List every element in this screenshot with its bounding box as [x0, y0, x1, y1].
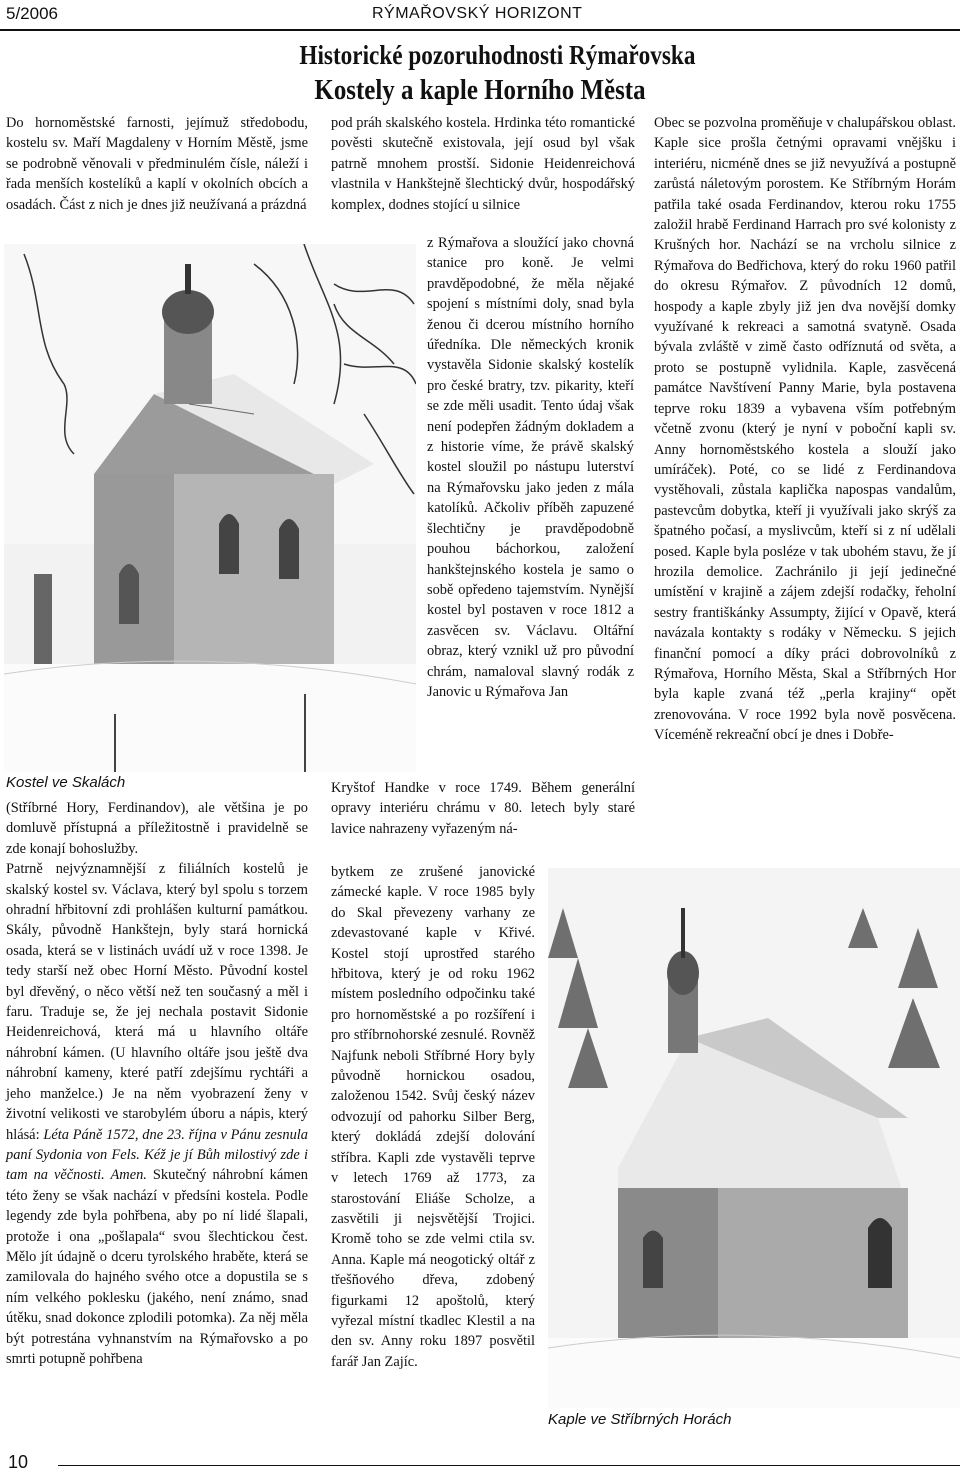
paragraph: bytkem ze zrušené janovické zámecké kaple. V roce 1985 byly do Skal převezeny varhany ze zdevastované kaple v Křivé. Kostel stojí uprostřed starého hřbitova, který je od roku 1962 místem posledního odpočinku také pro hornoměstské a po rozšíření i pro stříbrnohorské zesnulé. Rovněž Najfunk neboli Stříbrné Hory byly původně hornickou osadou, založenou 1542. Svůj český název odvozují od pahorku Silber Berg, který dokládá zdejší dolování stříbra. Kapli zde vystavěli teprve v letech 1769 až 1773, za starostování Eliáše Scholze, a zasvětili ji nejsvětější Trojici. Kromě toho se zde velmi ctila sv. Anna. Kaple má neogotický oltář z třešňového dřeva, zdobený figurkami 12 apoštolů, který vyřezal místní tkadlec Klestil a na den sv. Anny roku 1897 posvětil farář Jan Zajíc. — [331, 864, 535, 1370]
paragraph: (Stříbrné Hory, Ferdinandov), ale většina je po domluvě přístupná a příležitostně i pravidelně se zde konají bohoslužby. — [6, 800, 308, 857]
column-2-narrow — [427, 233, 634, 702]
paragraph: z Rýmařova a sloužící jako chovná stanice pro koně. Je velmi pravděpodobné, že měla nějaké spojení s místními doly, snad byla ženou či dcerou místního horního úředníka. Dle německých kronik vystavěla Sidonie skalský kostelík pro české bratry, tzv. pikarity, kteří se zde měli usadit. Tento údaj však není podepřen žádným dokladem a z historie víme, že právě skalský kostel sloužil po nástupu luterství na Rýmařovsku jako jeden z mála katolíků. Ačkoliv příběh zapuzené šlechtičny je pravděpodobně pouhou báchorkou, založení hankštejnského kostela je samo o sobě opředeno tajemstvím. Nynější kostel byl postaven v roce 1812 a zasvěcen sv. Václavu. Oltářní obraz, který vznikl už pro původní chrám, namaloval slavný rodák z Janovic u Rýmařova Jan — [427, 235, 634, 700]
article-supertitle: Historické pozoruhodnosti Rýmařovska — [299, 40, 696, 70]
column-2-wide — [331, 778, 635, 839]
text-run: Patrně nejvýznamnější z filiálních kostelů je skalský kostel sv. Václava, který byl spolu s torzem ohradní hřbitovní zdi prohlášen kulturní památkou. Skály, původně Hankštejn, byly stará hornická osada, která se v listinách uvádí už v roce 1398. Je tedy starší než obec Horní Město. Původní kostel byl dřevěný, o něco větší než ten současný a měl i faru. Traduje se, že jej nechala postavit Sidonie Heidenreichová, která má u hlavního oltáře náhrobní kámen. (U hlavního oltáře jsou ještě dva náhrobní kameny, které patří zdejšímu rychtáři a jeho manželce.) Je na něm vyobrazení ženy v životní velikosti ve starobylém úboru a nápis, který hlásá: — [6, 861, 308, 1143]
chapel-stribrne-hory-photo — [548, 868, 960, 1408]
column-1-bottom — [6, 798, 308, 1369]
tombstone-inscription: Léta Páně 1572, dne 23. října v Pánu zesnula paní Sydonia von Fels. Kéž je jí Bůh milostivý zde i tam na věčnosti. Amen. — [6, 1126, 308, 1184]
page-number: 10 — [8, 1452, 29, 1472]
paragraph — [6, 859, 308, 1369]
paragraph: pod práh skalského kostela. Hrdinka této romantické pověsti skutečně existovala, její osud byl však patrně mnohem prostší. Sidonie Heidenreichová vlastnila v Hankštejně šlechtický dvůr, hospodářský komplex, dodnes stojící u silnice — [331, 115, 635, 213]
column-2-top — [331, 113, 635, 215]
header-rule — [0, 29, 960, 31]
chapel-illustration — [548, 868, 960, 1408]
church-illustration — [4, 244, 416, 772]
paragraph: Obec se pozvolna proměňuje v chalupářskou oblast. Kaple sice prošla četnými opravami vnějšku i interiéru, nicméně dnes se již nevyužívá a postupně zarůstá náletovým porostem. Ke Stříbrným Horám patřila také osada Ferdinandov, kterou roku 1755 založil hrabě Ferdinand Harrach pro své kolonisty z Krušných hor. Nachází se na vrcholu silnice z Rýmařova do Bedřichova, který do roku 1960 patřil do okresu Rýmařov. Z původních 12 domů, hospody a kaple zbyly již jen dva novější domky využívané k rekreaci a samotná svatyně. Osada bývala zvláště v zimě často odříznutá od světa, a proto se postupně vylidnila. Kaple, zasvěcená památce Navštívení Panny Marie, byla postavena teprve roku 1839 a vybavena vším potřebným včetně zvonu (který je nyní v poboční kapli sv. Anny hornoměstského kostela a slouží jako umíráček). Poté, co se lidé z Ferdinandova vystěhovali, zůstala kaplička napospas vandalům, pastevcům dobytka, kteří ji využívali jako skrýš za špatného počasí, a myslivcům, kteří si z ní udělali posed. Kaple byla posléze v tak ubohém stavu, že jí hrozila demolice. Zachránilo ji její jedinečné umístění v krajině a zájem zdejší rodačky, řeholní sestry františkánky Assumpty, žijící v Opavě, která navázala kontakty s rodáky v Německu. S jejich finanční pomocí a díky práci dobrovolníků z Rýmařova, Horního Města, Skal a Stříbrných Hor byla kaple zvaná též „perla krajiny“ opět zrenovována. V roce 1992 byla nově posvěcena. Víceméně rekreační obcí je dnes i Dobře- — [654, 115, 956, 744]
column-3 — [654, 113, 956, 746]
photo1-caption: Kostel ve Skalách — [6, 774, 126, 791]
paragraph: Kryštof Handke v roce 1749. Během generální opravy interiéru chrámu v 80. letech byly staré lavice nahrazeny vyřazeným ná- — [331, 780, 635, 837]
column-2-bottom — [331, 862, 535, 1372]
text-run: Skutečný náhrobní kámen této ženy se však nachází v předsíni kostela. Podle legendy zde byla pohřbena, aby po ní lidé šlapali, protože i ona „pošlapala“ svou šlechtickou čest. Mělo jít údajně o dceru tyrolského hraběte, která se zamilovala do hajného svého otce a dopustila se s ním velkého poklesku (jakého, není známo, snad útěku, snad dokonce zplodili potomka). Za něj měla být potrestána vyhnanstvím na Rýmařovsko a po smrti potupně pohřbena — [6, 1167, 308, 1367]
paragraph: Do hornoměstské farnosti, jejímuž středobodu, kostelu sv. Maří Magdaleny v Horním Městě, jsme se podrobně věnovali v předminulém čísle, náleží i řada menších kostelíků a kaplí v okolních obcích a osadách. Část z nich je dnes již neužívaná a prázdná — [6, 115, 308, 213]
footer-rule — [58, 1465, 960, 1466]
photo2-caption: Kaple ve Stříbrných Horách — [548, 1411, 732, 1428]
church-skaly-photo — [4, 244, 416, 772]
issue-number: 5/2006 — [6, 4, 58, 23]
column-1-top — [6, 113, 308, 215]
journal-name: RÝMAŘOVSKÝ HORIZONT — [372, 5, 583, 22]
article-title: Kostely a kaple Horního Města — [314, 74, 646, 106]
